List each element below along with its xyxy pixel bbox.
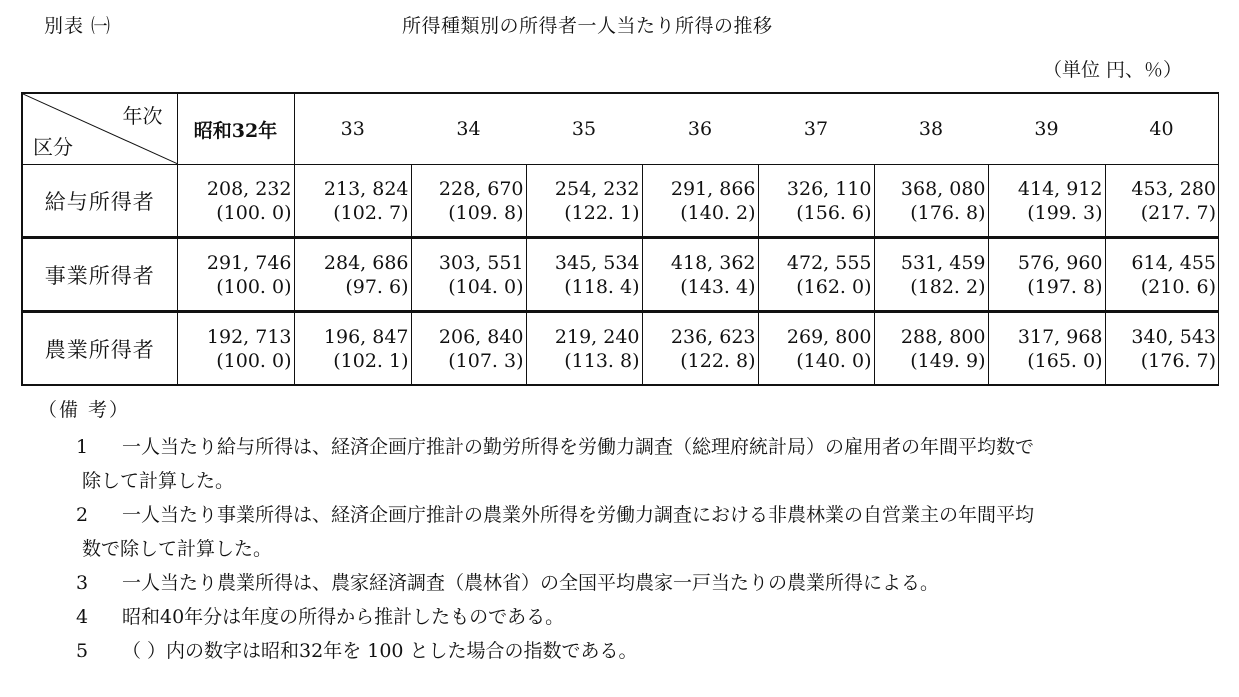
remarks-title: （備 考） bbox=[38, 399, 131, 421]
income-value: 453, 280 bbox=[1131, 177, 1216, 200]
row-label: 給与所得者 bbox=[22, 165, 177, 238]
row-label: 農業所得者 bbox=[22, 312, 177, 386]
index-value: (176. 8) bbox=[910, 201, 986, 224]
column-header-year: 33 bbox=[294, 93, 411, 165]
income-table bbox=[21, 92, 1219, 386]
income-value: 472, 555 bbox=[786, 251, 872, 274]
index-value: (104. 0) bbox=[448, 275, 524, 298]
table-cell bbox=[294, 238, 411, 312]
index-value: (156. 6) bbox=[796, 201, 872, 224]
note-text: 一人当たり事業所得は、経済企画庁推計の農業外所得を労働力調査における非農林業の自営業主の年間平均 bbox=[122, 504, 1035, 526]
income-value: 418, 362 bbox=[670, 251, 756, 274]
income-value: 303, 551 bbox=[438, 251, 524, 274]
index-value: (149. 9) bbox=[910, 349, 986, 372]
table-cell bbox=[411, 238, 526, 312]
income-value: 614, 455 bbox=[1131, 251, 1216, 274]
table-cell bbox=[874, 238, 988, 312]
note-item bbox=[32, 430, 1222, 498]
income-value: 345, 534 bbox=[554, 251, 640, 274]
table-cell bbox=[988, 312, 1105, 386]
column-header-year: 38 bbox=[874, 93, 988, 165]
index-value: (176. 7) bbox=[1140, 349, 1216, 372]
index-value: (97. 6) bbox=[345, 275, 409, 298]
table-cell bbox=[1105, 312, 1219, 386]
unit-label: （単位 円、％） bbox=[1042, 59, 1182, 81]
column-header-year: 34 bbox=[411, 93, 526, 165]
table-row-wage-earners bbox=[22, 165, 1219, 238]
table-cell bbox=[988, 165, 1105, 238]
income-value: 228, 670 bbox=[438, 177, 524, 200]
header-row bbox=[22, 93, 1219, 165]
index-value: (162. 0) bbox=[796, 275, 872, 298]
note-text: （ ）内の数字は昭和32年を 100 とした場合の指数である。 bbox=[122, 640, 638, 662]
index-value: (140. 2) bbox=[680, 201, 756, 224]
index-value: (197. 8) bbox=[1027, 275, 1103, 298]
index-value: (165. 0) bbox=[1027, 349, 1103, 372]
table-cell bbox=[758, 238, 874, 312]
index-value: (118. 4) bbox=[564, 275, 640, 298]
income-value: 196, 847 bbox=[323, 325, 409, 348]
table-cell bbox=[177, 238, 294, 312]
table-cell bbox=[526, 238, 642, 312]
table-row-farmers bbox=[22, 312, 1219, 386]
table-cell bbox=[758, 312, 874, 386]
income-value: 414, 912 bbox=[1017, 177, 1103, 200]
table-cell bbox=[642, 165, 758, 238]
income-value: 368, 080 bbox=[900, 177, 986, 200]
table-cell bbox=[177, 165, 294, 238]
note-item bbox=[32, 566, 1222, 600]
note-text-continued: 除して計算した。 bbox=[82, 470, 235, 492]
index-value: (102. 1) bbox=[333, 349, 409, 372]
note-item bbox=[32, 498, 1222, 566]
index-value: (100. 0) bbox=[216, 275, 292, 298]
table-cell bbox=[526, 312, 642, 386]
column-header-year: 昭和32年 bbox=[177, 93, 294, 165]
table-cell bbox=[294, 312, 411, 386]
income-value: 192, 713 bbox=[206, 325, 292, 348]
income-value: 269, 800 bbox=[786, 325, 872, 348]
table-cell bbox=[874, 312, 988, 386]
index-value: (217. 7) bbox=[1140, 201, 1216, 224]
income-value: 531, 459 bbox=[900, 251, 986, 274]
income-value: 291, 746 bbox=[206, 251, 292, 274]
table-cell bbox=[642, 238, 758, 312]
income-value: 254, 232 bbox=[554, 177, 640, 200]
note-number: 2 bbox=[76, 504, 89, 526]
income-value: 317, 968 bbox=[1017, 325, 1103, 348]
income-value: 236, 623 bbox=[670, 325, 756, 348]
table-cell bbox=[526, 165, 642, 238]
table-cell bbox=[1105, 165, 1219, 238]
table-cell bbox=[988, 238, 1105, 312]
index-value: (109. 8) bbox=[448, 201, 524, 224]
column-header-year: 39 bbox=[988, 93, 1105, 165]
index-value: (182. 2) bbox=[910, 275, 986, 298]
income-value: 219, 240 bbox=[554, 325, 640, 348]
remarks-section bbox=[32, 398, 1222, 668]
index-value: (113. 8) bbox=[564, 349, 640, 372]
row-label: 事業所得者 bbox=[22, 238, 177, 312]
table-label: 別表 ㈠ bbox=[44, 15, 112, 37]
index-value: (210. 6) bbox=[1140, 275, 1216, 298]
note-text: 一人当たり農業所得は、農家経済調査（農林省）の全国平均農家一戸当たりの農業所得による。 bbox=[122, 572, 940, 594]
index-value: (100. 0) bbox=[216, 349, 292, 372]
note-number: 4 bbox=[76, 606, 89, 628]
corner-year-label: 年次 bbox=[122, 104, 163, 128]
note-item bbox=[32, 600, 1222, 634]
income-value: 340, 543 bbox=[1131, 325, 1216, 348]
index-value: (122. 8) bbox=[680, 349, 756, 372]
table-cell bbox=[1105, 238, 1219, 312]
income-value: 288, 800 bbox=[900, 325, 986, 348]
index-value: (107. 3) bbox=[448, 349, 524, 372]
income-value: 208, 232 bbox=[206, 177, 292, 200]
index-value: (102. 7) bbox=[333, 201, 409, 224]
table-cell bbox=[642, 312, 758, 386]
index-value: (143. 4) bbox=[680, 275, 756, 298]
table-cell bbox=[411, 312, 526, 386]
note-text-continued: 数で除して計算した。 bbox=[82, 538, 273, 560]
table-cell bbox=[177, 312, 294, 386]
table-cell bbox=[411, 165, 526, 238]
note-text: 昭和40年分は年度の所得から推計したものである。 bbox=[122, 606, 565, 628]
table-cell bbox=[874, 165, 988, 238]
corner-cell bbox=[22, 93, 177, 165]
note-text: 一人当たり給与所得は、経済企画庁推計の勤労所得を労働力調査（総理府統計局）の雇用者の年間平均数で bbox=[122, 436, 1035, 458]
income-value: 206, 840 bbox=[438, 325, 524, 348]
index-value: (122. 1) bbox=[564, 201, 640, 224]
column-header-year: 35 bbox=[526, 93, 642, 165]
table-cell bbox=[758, 165, 874, 238]
table-cell bbox=[294, 165, 411, 238]
income-value: 291, 866 bbox=[670, 177, 756, 200]
column-header-year: 36 bbox=[642, 93, 758, 165]
column-header-year: 37 bbox=[758, 93, 874, 165]
index-value: (199. 3) bbox=[1027, 201, 1103, 224]
note-number: 5 bbox=[76, 640, 89, 662]
note-item bbox=[32, 634, 1222, 668]
table-row-business-owners bbox=[22, 238, 1219, 312]
corner-category-label: 区分 bbox=[33, 135, 73, 159]
note-number: 3 bbox=[76, 572, 89, 594]
note-number: 1 bbox=[76, 436, 89, 458]
column-header-year: 40 bbox=[1105, 93, 1219, 165]
index-value: (140. 0) bbox=[796, 349, 872, 372]
income-value: 284, 686 bbox=[323, 251, 409, 274]
income-value: 326, 110 bbox=[786, 177, 872, 200]
page-title: 所得種類別の所得者一人当たり所得の推移 bbox=[402, 15, 773, 37]
index-value: (100. 0) bbox=[216, 201, 292, 224]
income-value: 213, 824 bbox=[323, 177, 409, 200]
income-value: 576, 960 bbox=[1017, 251, 1103, 274]
